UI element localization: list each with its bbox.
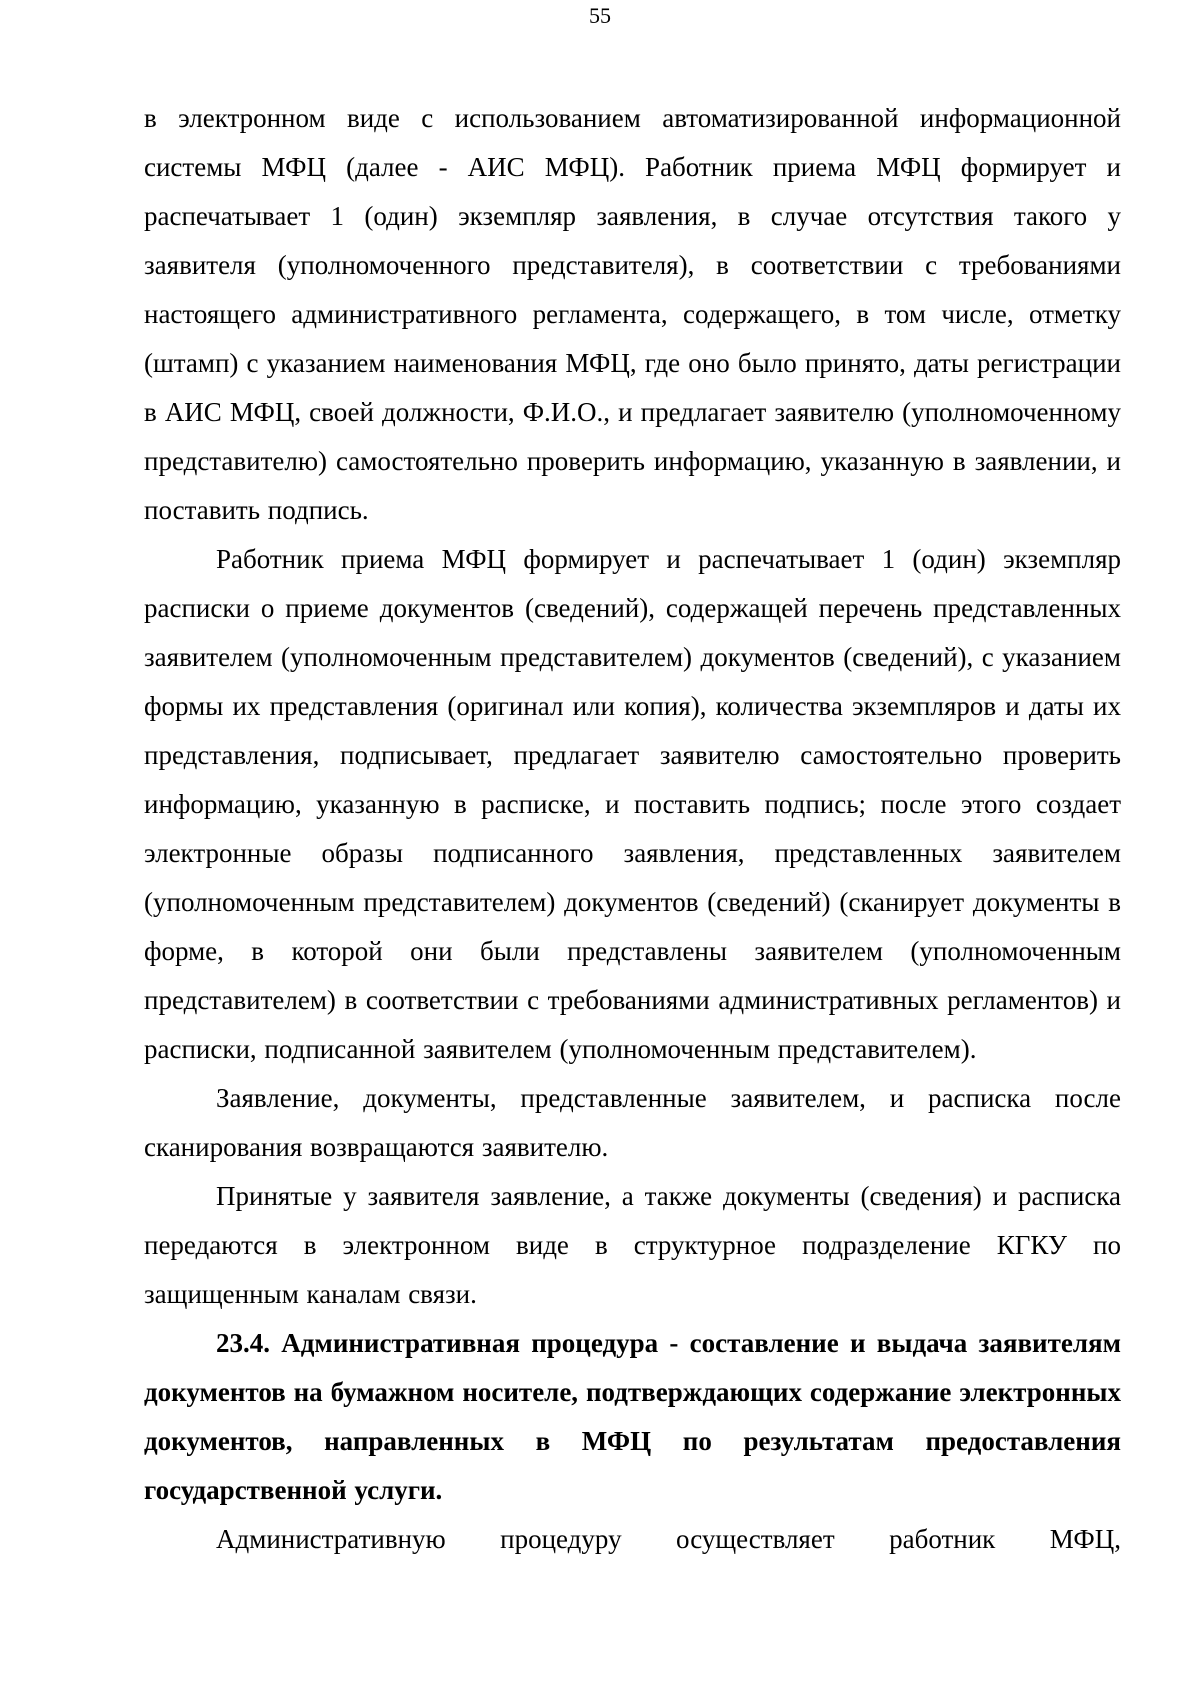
paragraph-procedure-start: Административную процедуру осуществляет работник МФЦ,	[216, 1524, 1121, 1554]
section-heading-23-4: 23.4. Административная процедура - составление и выдача заявителям документов на бумажном носителе, подтверждающих содержание электронных документов, направленных в МФЦ по результатам предоставления государственной услуги.	[144, 1328, 1121, 1505]
paragraph-return-documents: Заявление, документы, представленные заявителем, и расписка после сканирования возвращаются заявителю.	[144, 1083, 1121, 1162]
paragraph-transfer: Принятые у заявителя заявление, а также документы (сведения) и расписка передаются в электронном виде в структурное подразделение КГКУ по защищенным каналам связи.	[144, 1181, 1121, 1309]
document-body	[144, 94, 1121, 1564]
paragraph-receipt: Работник приема МФЦ формирует и распечатывает 1 (один) экземпляр расписки о приеме документов (сведений), содержащей перечень представленных заявителем (уполномоченным представителем) документов (сведений), с указанием формы их представления (оригинал или копия), количества экземпляров и даты их представления, подписывает, предлагает заявителю самостоятельно проверить информацию, указанную в расписке, и поставить подпись; после этого создает электронные образы подписанного заявления, представленных заявителем (уполномоченным представителем) документов (сведений) (сканирует документы в форме, в которой они были представлены заявителем (уполномоченным представителем) в соответствии с требованиями административных регламентов) и расписки, подписанной заявителем (уполномоченным представителем).	[144, 544, 1121, 1064]
paragraph-continuation: в электронном виде с использованием автоматизированной информационной системы МФЦ (далее - АИС МФЦ). Работник приема МФЦ формирует и распечатывает 1 (один) экземпляр заявления, в случае отсутствия такого у заявителя (уполномоченного представителя), в соответствии с требованиями настоящего административного регламента, содержащего, в том числе, отметку (штамп) с указанием наименования МФЦ, где оно было принято, даты регистрации в АИС МФЦ, своей должности, Ф.И.О., и предлагает заявителю (уполномоченному представителю) самостоятельно проверить информацию, указанную в заявлении, и поставить подпись.	[144, 103, 1121, 525]
page-number: 55	[589, 3, 611, 28]
